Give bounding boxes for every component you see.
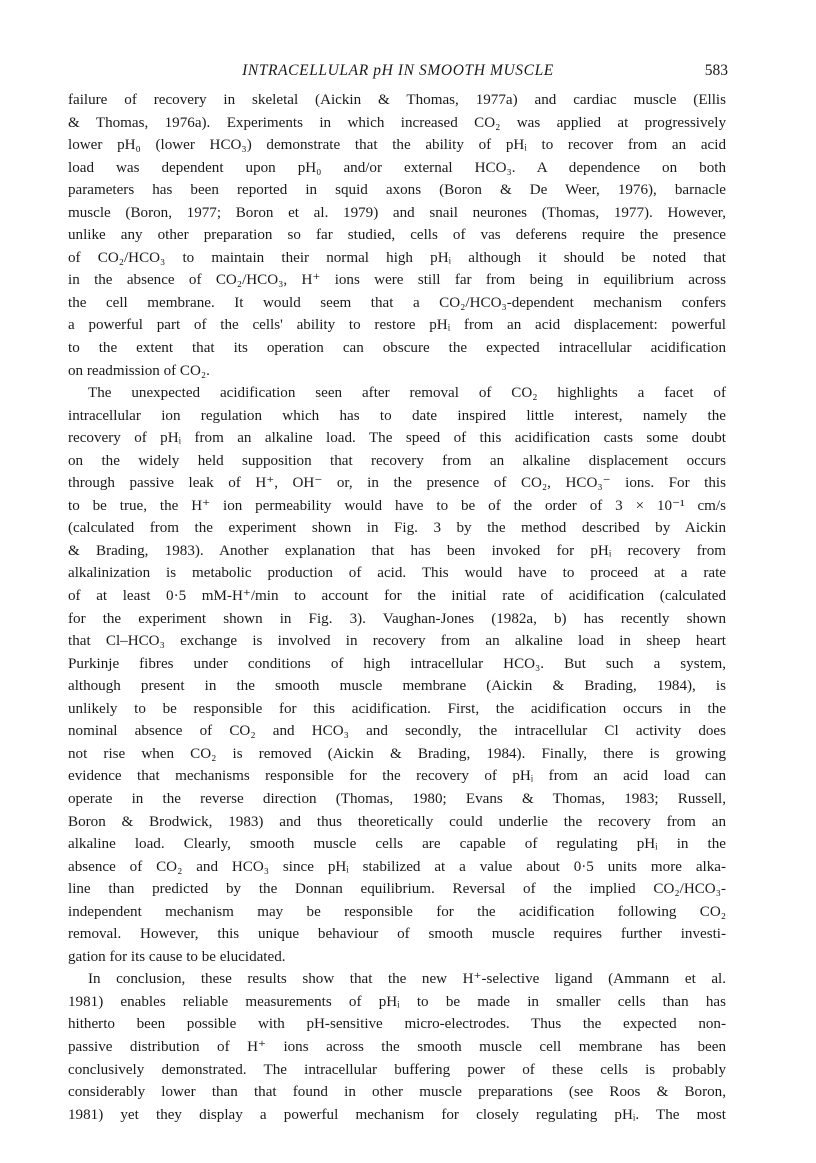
text-line: alkalinization is metabolic production of acid. This would have to proceed at a rate (68, 565, 726, 582)
text-line: not rise when CO₂ is removed (Aickin & Brading, 1984). Finally, there is growing (68, 745, 726, 762)
running-title: INTRACELLULAR pH IN SMOOTH MUSCLE (242, 62, 554, 79)
text-line: Purkinje fibres under conditions of high intracellular HCO₃. But such a system, (68, 655, 726, 672)
page-number: 583 (704, 62, 728, 79)
text-line: unlike any other preparation so far studied, cells of vas deferens require the presence (68, 227, 726, 244)
text-line: gation for its cause to be elucidated. (68, 948, 286, 965)
text-line: that Cl–HCO₃ exchange is involved in recovery from an alkaline load in sheep heart (68, 633, 726, 650)
text-line: absence of CO₂ and HCO₃ since pHᵢ stabilized at a value about 0·5 units more alka- (68, 858, 726, 875)
page-header (68, 62, 728, 84)
text-line: to the extent that its operation can obscure the expected intracellular acidification (68, 340, 726, 357)
text-line: of CO₂/HCO₃ to maintain their normal high pHᵢ although it should be noted that (68, 249, 726, 266)
text-line: although present in the smooth muscle membrane (Aickin & Brading, 1984), is (68, 678, 726, 695)
text-line: failure of recovery in skeletal (Aickin & Thomas, 1977a) and cardiac muscle (Ellis (68, 92, 726, 108)
paragraph (68, 968, 726, 1126)
body-text (68, 89, 726, 1126)
text-line: lower pH₀ (lower HCO₃) demonstrate that the ability of pHᵢ to recover from an acid (68, 137, 726, 154)
text-line: Boron & Brodwick, 1983) and thus theoretically could underlie the recovery from an (68, 813, 726, 830)
text-line: conclusively demonstrated. The intracellular buffering power of these cells is probably (68, 1061, 726, 1078)
text-line: (calculated from the experiment shown in Fig. 3 by the method described by Aickin (68, 520, 726, 537)
text-line: muscle (Boron, 1977; Boron et al. 1979) and snail neurones (Thomas, 1977). However, (68, 204, 726, 221)
text-line: of at least 0·5 mM-H⁺/min to account for the initial rate of acidification (calculated (68, 588, 726, 605)
paragraph (68, 382, 726, 968)
text-line: recovery of pHᵢ from an alkaline load. The speed of this acidification casts some doubt (68, 430, 726, 447)
text-line: a powerful part of the cells' ability to restore pHᵢ from an acid displacement: powerful (68, 317, 726, 334)
text-line: 1981) yet they display a powerful mechanism for closely regulating pHᵢ. The most (68, 1106, 726, 1123)
text-line: removal. However, this unique behaviour of smooth muscle requires further investi- (68, 926, 726, 943)
text-line: on the widely held supposition that recovery from an alkaline displacement occurs (68, 452, 726, 469)
text-line: independent mechanism may be responsible for the acidification following CO₂ (68, 903, 726, 920)
text-line: & Thomas, 1976a). Experiments in which increased CO₂ was applied at progressively (68, 114, 726, 131)
text-line: 1981) enables reliable measurements of pHᵢ to be made in smaller cells than has (68, 993, 726, 1010)
text-line: for the experiment shown in Fig. 3). Vaughan-Jones (1982a, b) has recently shown (68, 610, 726, 627)
text-line: alkaline load. Clearly, smooth muscle cells are capable of regulating pHᵢ in the (68, 836, 726, 853)
text-line: unlikely to be responsible for this acidification. First, the acidification occurs in the (68, 700, 726, 717)
text-line: through passive leak of H⁺, OH⁻ or, in the presence of CO₂, HCO₃⁻ ions. For this (68, 475, 726, 492)
text-line: hitherto been possible with pH-sensitive micro-electrodes. Thus the expected non- (68, 1016, 726, 1033)
text-line: load was dependent upon pH₀ and/or external HCO₃. A dependence on both (68, 159, 726, 176)
text-line: nominal absence of CO₂ and HCO₃ and secondly, the intracellular Cl activity does (68, 723, 726, 740)
text-line: the cell membrane. It would seem that a CO₂/HCO₃-dependent mechanism confers (68, 294, 726, 311)
text-line: The unexpected acidification seen after removal of CO₂ highlights a facet of (88, 385, 726, 402)
text-line: passive distribution of H⁺ ions across the smooth muscle cell membrane has been (68, 1038, 726, 1055)
text-line: to be true, the H⁺ ion permeability would have to be of the order of 3 × 10⁻¹ cm/s (68, 497, 726, 514)
text-line: in the absence of CO₂/HCO₃, H⁺ ions were still far from being in equilibrium across (68, 272, 726, 289)
text-line: parameters has been reported in squid axons (Boron & De Weer, 1976), barnacle (68, 182, 726, 199)
text-line: intracellular ion regulation which has to date inspired little interest, namely the (68, 407, 726, 424)
text-line: on readmission of CO₂. (68, 362, 210, 379)
text-line: considerably lower than that found in other muscle preparations (see Roos & Boron, (68, 1084, 726, 1101)
paragraph (68, 89, 726, 382)
text-line: & Brading, 1983). Another explanation that has been invoked for pHᵢ recovery from (68, 542, 726, 559)
text-line: operate in the reverse direction (Thomas, 1980; Evans & Thomas, 1983; Russell, (68, 790, 726, 807)
text-line: In conclusion, these results show that the new H⁺-selective ligand (Ammann et al. (88, 971, 726, 988)
text-line: line than predicted by the Donnan equilibrium. Reversal of the implied CO₂/HCO₃- (68, 881, 726, 898)
text-line: evidence that mechanisms responsible for the recovery of pHᵢ from an acid load can (68, 768, 726, 785)
